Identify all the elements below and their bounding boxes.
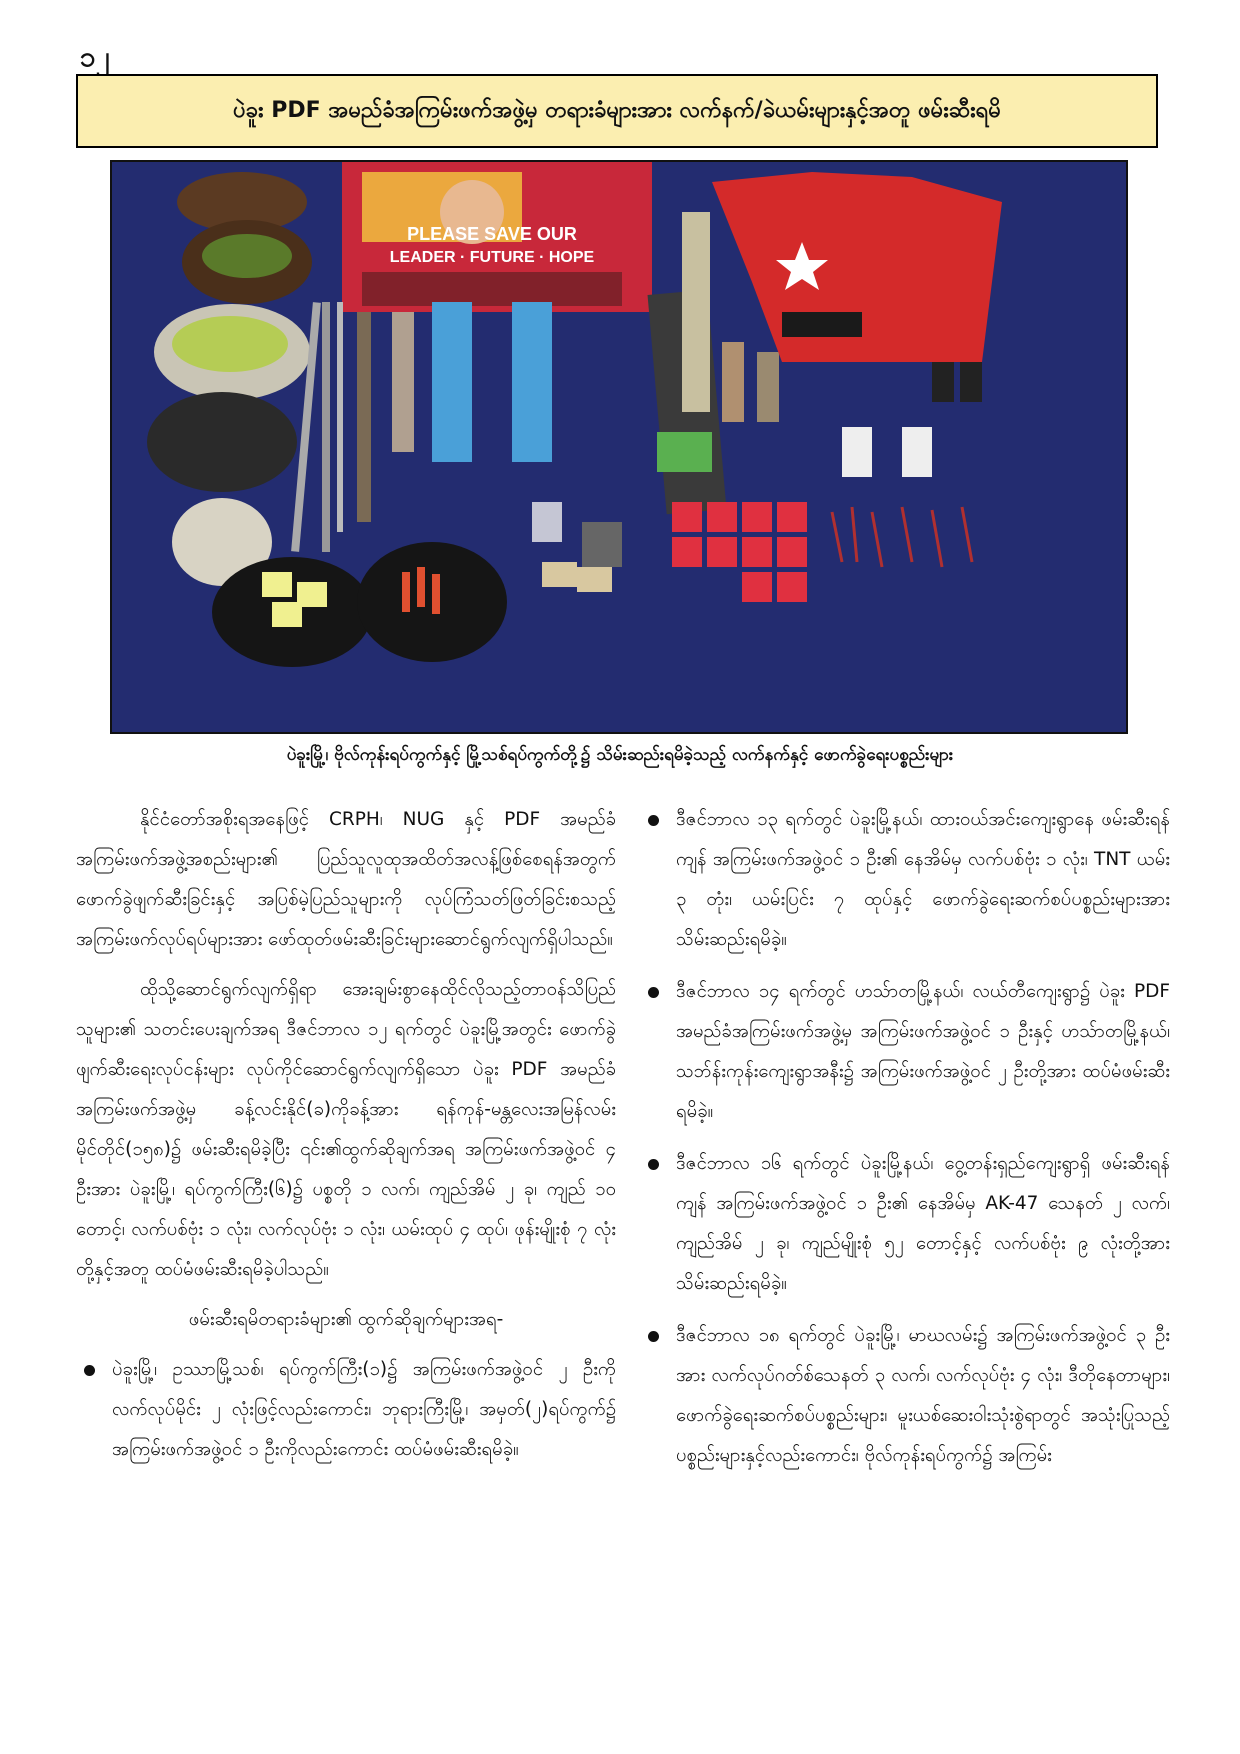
blue-pipe	[512, 302, 552, 462]
list-item: ပဲခူးမြို့၊ ဥဿာမြို့သစ်၊ ရပ်ကွက်ကြီး(၁)၌ အကြမ်းဖက်အဖွဲ့ဝင် ၂ ဦးကို လက်လုပ်မိုင်း ၂ လုံးဖြင့်လည်းကောင်း၊ ဘုရားကြီးမြို့၊ အမှတ်(၂)ရပ်ကွက်၌ အကြမ်းဖက်အဖွဲ့ဝင် ၁ ဦးကိုလည်းကောင်း ထပ်မံဖမ်းဆီးရမိခဲ့။	[76, 1350, 616, 1470]
evidence-photo	[110, 160, 1128, 734]
bullet-list	[640, 800, 1170, 1476]
list-item: ဒီဇင်ဘာလ ၁၄ ရက်တွင် ဟသ်ာတမြို့နယ်၊ လယ်တီကျေးရွာ၌ ပဲခူး PDF အမည်ခံအကြမ်းဖက်အဖွဲ့မှ အကြမ်းဖက်အဖွဲ့ဝင် ၁ ဦးနှင့် ဟသ်ာတမြို့နယ်၊ သဘ်န်းကုန်းကျေးရွာအနီး၌ အကြမ်းဖက်အဖွဲ့ဝင် ၂ ဦးတို့အား ထပ်မံဖမ်းဆီးရမိခဲ့။	[640, 972, 1170, 1132]
pistol-icon	[782, 312, 862, 337]
list-item: ဒီဇင်ဘာလ ၁၈ ရက်တွင် ပဲခူးမြို့၊ မာဃလမ်း၌ အကြမ်းဖက်အဖွဲ့ဝင် ၃ ဦးအား လက်လုပ်ဂတ်စ်သေနတ် ၃ လက်၊ လက်လုပ်ဗုံး ၄ လုံး၊ ဒီတိုနေတာများ၊ ဖောက်ခွဲရေးဆက်စပ်ပစ္စည်းများ၊ မူးယစ်ဆေးဝါးသုံးစွဲရာတွင် အသုံးပြုသည့် ပစ္စည်းများနှင့်လည်းကောင်း၊ ဗိုလ်ကုန်းရပ်ကွက်၌ အကြမ်း	[640, 1316, 1170, 1476]
list-item: ဒီဇင်ဘာလ ၁၆ ရက်တွင် ပဲခူးမြို့နယ်၊ ဝွေ့တန်းရှည်ကျေးရွာရှိ ဖမ်းဆီးရန်ကျန် အကြမ်းဖက်အဖွဲ့ဝင် ၁ ဦး၏ နေအိမ်မှ AK-47 သေနတ် ၂ လက်၊ ကျည်အိမ် ၂ ခု၊ ကျည်မျိုးစုံ ၅၂ တောင့်နှင့် လက်ပစ်ဗုံး ၉ လုံးတို့အား သိမ်းဆည်းရမိခဲ့။	[640, 1144, 1170, 1304]
headline: ပဲခူး PDF အမည်ခံအကြမ်းဖက်အဖွဲ့မှ တရားခံများအား လက်နက်/ခဲယမ်းများနှင့်အတူ ဖမ်းဆီးရမိ	[76, 74, 1158, 148]
banner-text: PLEASE SAVE OUR	[407, 224, 577, 244]
photo-caption: ပဲခူးမြို့၊ ဗိုလ်ကုန်းရပ်ကွက်နှင့် မြို့သစ်ရပ်ကွက်တို့၌ သိမ်းဆည်းရမိခဲ့သည့် လက်နက်နှင့် ဖောက်ခွဲရေးပစ္စည်းများ	[286, 745, 954, 765]
list-item: ဒီဇင်ဘာလ ၁၃ ရက်တွင် ပဲခူးမြို့နယ်၊ ထားဝယ်အင်းကျေးရွာနေ ဖမ်းဆီးရန်ကျန် အကြမ်းဖက်အဖွဲ့ဝင် ၁ ဦး၏ နေအိမ်မှ လက်ပစ်ဗုံး ၁ လုံး၊ TNT ယမ်း ၃ တုံး၊ ယမ်းပြင်း ၇ ထုပ်နှင့် ဖောက်ခွဲရေးဆက်စပ်ပစ္စည်းများအား သိမ်းဆည်းရမိခဲ့။	[640, 800, 1170, 960]
phone-icon	[902, 427, 932, 477]
banner-text: LEADER · FUTURE · HOPE	[389, 249, 595, 266]
paragraph: ထိုသို့ဆောင်ရွက်လျက်ရှိရာ အေးချမ်းစွာနေထိုင်လိုသည့်တာဝန်သိပြည်သူများ၏ သတင်းပေးချက်အရ ဒီဇင်ဘာလ ၁၂ ရက်တွင် ပဲခူးမြို့အတွင်း ဖောက်ခွဲဖျက်ဆီးရေးလုပ်ငန်းများ လုပ်ကိုင်ဆောင်ရွက်လျက်ရှိသော ပဲခူး PDF အမည်ခံအကြမ်းဖက်အဖွဲ့မှ ခန့်လင်းနိုင်(ခ)ကိုခန့်အား ရန်ကုန်-မန္တလေးအမြန်လမ်း မိုင်တိုင်(၁၅၈)၌ ဖမ်းဆီးရမိခဲ့ပြီး ၎င်း၏ထွက်ဆိုချက်အရ အကြမ်းဖက်အဖွဲ့ဝင် ၄ ဦးအား ပဲခူးမြို့၊ ရပ်ကွက်ကြီး(၆)၌ ပစ္စတို ၁ လက်၊ ကျည်အိမ် ၂ ခု၊ ကျည် ၁၀ တောင့်၊ လက်ပစ်ဗုံး ၁ လုံး၊ လက်လုပ်ဗုံး ၁ လုံး၊ ယမ်းထုပ် ၄ ထုပ်၊ ဖုန်းမျိုးစုံ ၇ လုံးတို့နှင့်အတူ ထပ်မံဖမ်းဆီးရမိခဲ့ပါသည်။	[76, 979, 616, 1280]
left-column	[76, 800, 616, 1482]
blue-pipe	[432, 302, 472, 462]
bucket-icon	[147, 392, 297, 492]
phone-icon	[960, 362, 982, 402]
paragraph: နိုင်ငံတော်အစိုးရအနေဖြင့် CRPH၊ NUG နှင့် PDF အမည်ခံ အကြမ်းဖက်အဖွဲ့အစည်းများ၏ ပြည်သူလူထုအထိတ်အလန့်ဖြစ်စေရန်အတွက် ဖောက်ခွဲဖျက်ဆီးခြင်းနှင့် အပြစ်မဲ့ပြည်သူများကို လုပ်ကြံသတ်ဖြတ်ခြင်းစသည့် အကြမ်းဖက်လုပ်ရပ်များအား ဖော်ထုတ်ဖမ်းဆီးခြင်းများဆောင်ရွက်လျက်ရှိပါသည်။	[76, 809, 616, 950]
evidence-photo-illustration	[112, 162, 1126, 732]
phone-icon	[842, 427, 872, 477]
right-column	[640, 800, 1170, 1488]
paragraph-intro: ဖမ်းဆီးရမိတရားခံများ၏ ထွက်ဆိုချက်များအရ-	[188, 1309, 504, 1330]
bullet-list	[76, 1350, 616, 1470]
phone-icon	[932, 362, 954, 402]
page-number: ၁၂	[80, 40, 110, 73]
